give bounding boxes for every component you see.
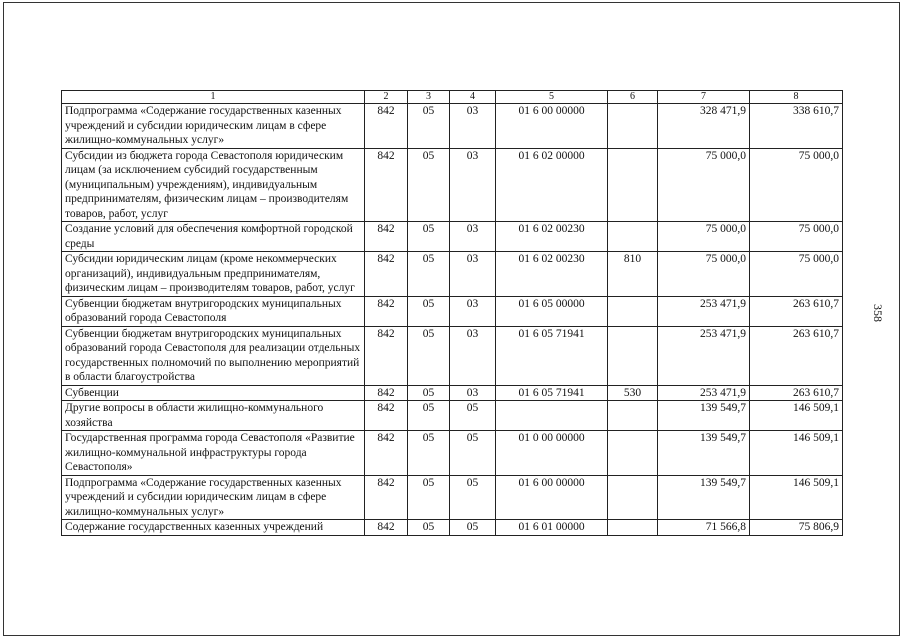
target-code-cell: 01 6 02 00000 [496, 148, 608, 222]
row-name-cell: Субвенции бюджетам внутригородских муниципальных образований города Севастополя для реализации отдельных государственных полномочий по выполнению мероприятий в области благоустройства [62, 326, 365, 385]
table-row [62, 326, 843, 385]
subsection-code-cell: 03 [450, 222, 496, 252]
row-name-cell: Содержание государственных казенных учреждений [62, 520, 365, 536]
expense-type-cell [608, 222, 658, 252]
ministry-code-cell: 842 [365, 104, 408, 149]
table-row [62, 296, 843, 326]
table-row [62, 520, 843, 536]
amount-1-cell: 328 471,9 [658, 104, 750, 149]
amount-2-cell: 75 000,0 [750, 148, 843, 222]
column-header: 1 [62, 91, 365, 104]
subsection-code-cell: 05 [450, 475, 496, 520]
amount-1-cell: 71 566,8 [658, 520, 750, 536]
page-number: 358 [871, 304, 885, 322]
ministry-code-cell: 842 [365, 296, 408, 326]
amount-2-cell: 75 806,9 [750, 520, 843, 536]
amount-2-cell: 146 509,1 [750, 431, 843, 476]
table-row [62, 431, 843, 476]
section-code-cell: 05 [408, 401, 450, 431]
expense-type-cell [608, 520, 658, 536]
section-code-cell: 05 [408, 385, 450, 401]
row-name-cell: Подпрограмма «Содержание государственных казенных учреждений и субсидии юридическим лицам в сфере жилищно-коммунальных услуг» [62, 104, 365, 149]
target-code-cell: 01 6 05 71941 [496, 385, 608, 401]
expense-type-cell [608, 104, 658, 149]
row-name-cell: Субсидии юридическим лицам (кроме некоммерческих организаций), индивидуальным предпринимателям, физическим лицам – производителям товаров, работ, услуг [62, 252, 365, 297]
amount-1-cell: 253 471,9 [658, 326, 750, 385]
table-row [62, 252, 843, 297]
budget-table [61, 90, 843, 536]
expense-type-cell [608, 326, 658, 385]
amount-2-cell: 146 509,1 [750, 475, 843, 520]
row-name-cell: Подпрограмма «Содержание государственных казенных учреждений и субсидии юридическим лицам в сфере жилищно-коммунальных услуг» [62, 475, 365, 520]
expense-type-cell [608, 431, 658, 476]
ministry-code-cell: 842 [365, 520, 408, 536]
section-code-cell: 05 [408, 475, 450, 520]
expense-type-cell [608, 401, 658, 431]
amount-1-cell: 253 471,9 [658, 385, 750, 401]
row-name-cell: Субсидии из бюджета города Севастополя юридическим лицам (за исключением субсидий государственным (муниципальным) учреждениям), индивидуальным предпринимателям, физическим лицам – производителям товаров, работ, услуг [62, 148, 365, 222]
table-row [62, 222, 843, 252]
row-name-cell: Государственная программа города Севастополя «Развитие жилищно-коммунальной инфраструктуры города Севастополя» [62, 431, 365, 476]
subsection-code-cell: 05 [450, 401, 496, 431]
amount-2-cell: 263 610,7 [750, 296, 843, 326]
column-header: 4 [450, 91, 496, 104]
row-name-cell: Другие вопросы в области жилищно-коммунального хозяйства [62, 401, 365, 431]
section-code-cell: 05 [408, 326, 450, 385]
amount-2-cell: 75 000,0 [750, 252, 843, 297]
subsection-code-cell: 03 [450, 104, 496, 149]
amount-1-cell: 75 000,0 [658, 148, 750, 222]
expense-type-cell [608, 475, 658, 520]
subsection-code-cell: 03 [450, 148, 496, 222]
subsection-code-cell: 03 [450, 385, 496, 401]
ministry-code-cell: 842 [365, 222, 408, 252]
section-code-cell: 05 [408, 148, 450, 222]
ministry-code-cell: 842 [365, 431, 408, 476]
subsection-code-cell: 05 [450, 431, 496, 476]
amount-2-cell: 338 610,7 [750, 104, 843, 149]
row-name-cell: Создание условий для обеспечения комфортной городской среды [62, 222, 365, 252]
ministry-code-cell: 842 [365, 252, 408, 297]
amount-2-cell: 263 610,7 [750, 385, 843, 401]
ministry-code-cell: 842 [365, 401, 408, 431]
column-header: 6 [608, 91, 658, 104]
table-row [62, 104, 843, 149]
expense-type-cell: 810 [608, 252, 658, 297]
amount-2-cell: 75 000,0 [750, 222, 843, 252]
column-header: 3 [408, 91, 450, 104]
amount-1-cell: 139 549,7 [658, 401, 750, 431]
column-header: 5 [496, 91, 608, 104]
amount-1-cell: 139 549,7 [658, 431, 750, 476]
section-code-cell: 05 [408, 296, 450, 326]
amount-1-cell: 75 000,0 [658, 252, 750, 297]
expense-type-cell: 530 [608, 385, 658, 401]
subsection-code-cell: 05 [450, 520, 496, 536]
section-code-cell: 05 [408, 520, 450, 536]
amount-1-cell: 139 549,7 [658, 475, 750, 520]
target-code-cell: 01 6 00 00000 [496, 104, 608, 149]
section-code-cell: 05 [408, 104, 450, 149]
target-code-cell: 01 0 00 00000 [496, 431, 608, 476]
row-name-cell: Субвенции бюджетам внутригородских муниципальных образований города Севастополя [62, 296, 365, 326]
subsection-code-cell: 03 [450, 252, 496, 297]
table-row [62, 148, 843, 222]
table-row [62, 475, 843, 520]
target-code-cell: 01 6 02 00230 [496, 252, 608, 297]
ministry-code-cell: 842 [365, 475, 408, 520]
target-code-cell: 01 6 05 71941 [496, 326, 608, 385]
target-code-cell [496, 401, 608, 431]
amount-2-cell: 263 610,7 [750, 326, 843, 385]
subsection-code-cell: 03 [450, 326, 496, 385]
ministry-code-cell: 842 [365, 385, 408, 401]
column-header: 8 [750, 91, 843, 104]
section-code-cell: 05 [408, 431, 450, 476]
amount-1-cell: 253 471,9 [658, 296, 750, 326]
target-code-cell: 01 6 00 00000 [496, 475, 608, 520]
ministry-code-cell: 842 [365, 148, 408, 222]
expense-type-cell [608, 148, 658, 222]
expense-type-cell [608, 296, 658, 326]
target-code-cell: 01 6 05 00000 [496, 296, 608, 326]
row-name-cell: Субвенции [62, 385, 365, 401]
target-code-cell: 01 6 01 00000 [496, 520, 608, 536]
amount-2-cell: 146 509,1 [750, 401, 843, 431]
header-row [62, 91, 843, 104]
table-row [62, 385, 843, 401]
amount-1-cell: 75 000,0 [658, 222, 750, 252]
section-code-cell: 05 [408, 222, 450, 252]
column-header: 7 [658, 91, 750, 104]
target-code-cell: 01 6 02 00230 [496, 222, 608, 252]
table-row [62, 401, 843, 431]
column-header: 2 [365, 91, 408, 104]
ministry-code-cell: 842 [365, 326, 408, 385]
section-code-cell: 05 [408, 252, 450, 297]
subsection-code-cell: 03 [450, 296, 496, 326]
